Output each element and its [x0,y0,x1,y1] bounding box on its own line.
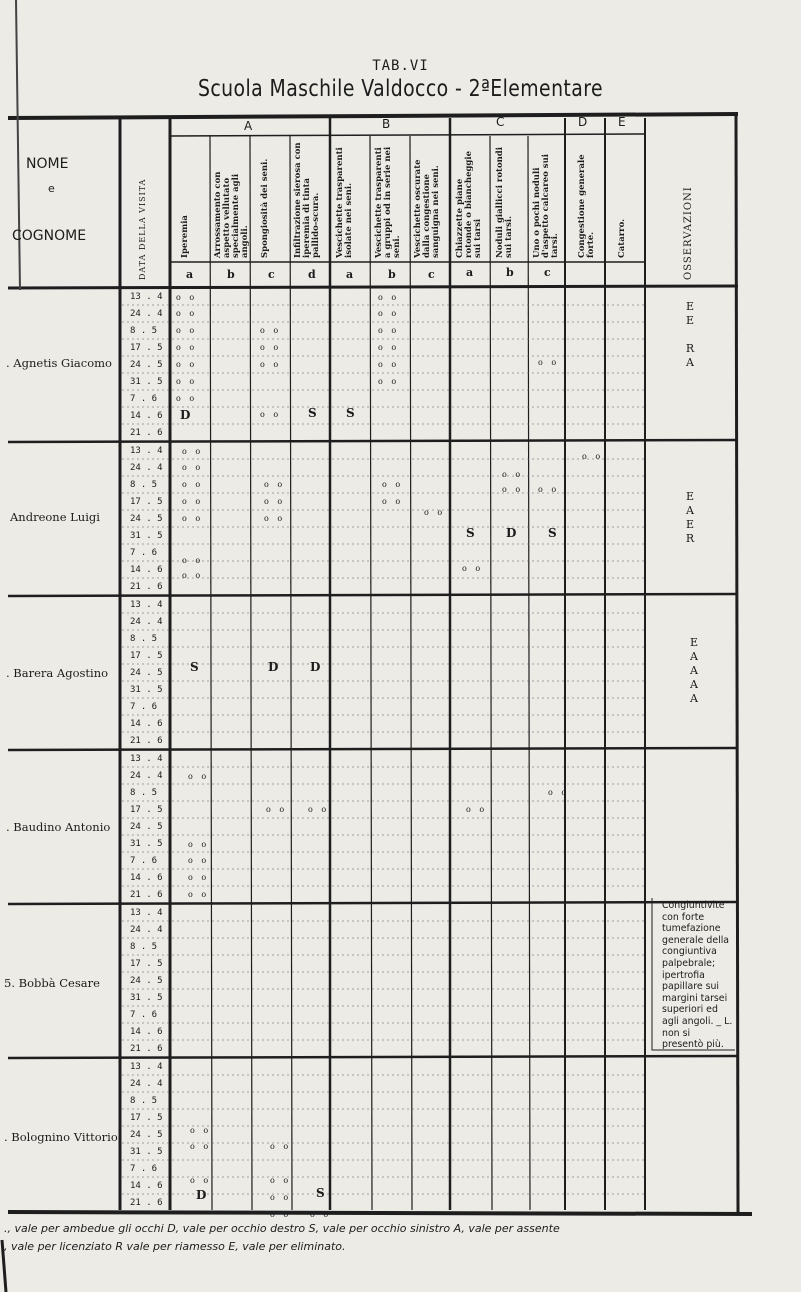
visit-date: 8 . 5 [130,942,158,952]
mark: o o [188,772,210,781]
col-noduli-giallicci: Noduli giallicci rotondi sui tarsi. [495,147,514,258]
visit-date: 8 . 5 [130,480,158,490]
col-noduli-calcarei: Uno o pochi noduli d'aspetto calcareo sui tarsi. [532,154,560,258]
mark: o o [182,556,204,565]
visit-date: 31 . 5 [130,1147,163,1157]
mark: o o [378,343,400,352]
visit-date: 24 . 4 [130,463,163,473]
mark: o o [266,805,288,814]
mark: o o [260,326,282,335]
mark: o o [548,788,570,797]
group-e-label: E [618,115,626,129]
group-c-label: C [496,115,505,129]
mark: o o [190,1126,212,1135]
col-infiltrazione: Infiltrazione sierosa con iperemia di tinta pallido-scura. [293,142,321,258]
mark: o o [538,485,560,494]
visit-date: 31 . 5 [130,993,163,1003]
visit-date: 21 . 6 [130,1044,163,1054]
student-name: . Barera Agostino [6,666,109,680]
col-catarro: Catarro. [617,218,627,258]
mark: o o [502,470,524,479]
mark-d: D [196,1188,207,1202]
mark: o o [466,805,488,814]
sub-c-c: c [544,266,551,279]
visit-date: 17 . 5 [130,959,163,969]
sub-a-a: a [186,268,194,281]
mark: o o [270,1193,292,1202]
sub-b-a: a [346,268,354,281]
visit-date: 31 . 5 [130,685,163,695]
col-spongiosita: Spongiosità dei seni. [260,158,270,258]
mark: o o [462,564,484,573]
mark: o o [182,497,204,506]
visit-date: 24 . 5 [130,976,163,986]
mark: o o [378,326,400,335]
legend-line-2: , vale per licenziato R vale per riamesso E, vale per eliminato. [4,1240,346,1253]
sub-a-c: c [268,268,275,281]
mark-d: D [180,408,191,422]
visit-date: 24 . 4 [130,617,163,627]
sub-c-a: a [466,266,474,279]
obs-barera: E A A A A [689,636,699,705]
mark: o o [502,485,524,494]
legend-line-1: ., vale per ambedue gli occhi D, vale per occhio destro S, vale per occhio sinistro A, vale per assente [4,1222,560,1235]
mark: o o [176,394,198,403]
visit-date: 24 . 5 [130,514,163,524]
mark: o o [264,514,286,523]
visit-date: 8 . 5 [130,788,158,798]
mark: o o [260,343,282,352]
mark-d: D [506,526,517,540]
visit-date: 8 . 5 [130,326,158,336]
visit-date: 24 . 5 [130,668,163,678]
mark-d: D [310,660,321,674]
student-name: 5. Bobbà Cesare [4,976,100,990]
visit-date: 24 . 4 [130,309,163,319]
mark: o o [188,890,210,899]
visit-date: 31 . 5 [130,531,163,541]
mark: o o [188,873,210,882]
mark: o o [260,410,282,419]
visit-date: 24 . 4 [130,1079,163,1089]
visit-date: 14 . 6 [130,719,163,729]
note-bobba: Congiuntivite con forte tumefazione generale della congiuntiva palpebrale; ipertrofia papillare sui margini tarsei superiori ed agli angoli. _ L. non si presentò più. [662,900,733,1051]
visit-date: 21 . 6 [130,1198,163,1208]
visit-date: 31 . 5 [130,839,163,849]
header-e: e [48,182,55,195]
visit-date: 14 . 6 [130,873,163,883]
mark: o o [308,805,330,814]
visit-date: 21 . 6 [130,890,163,900]
visit-date: 8 . 5 [130,634,158,644]
mark: o o [260,360,282,369]
visit-date: 17 . 5 [130,1113,163,1123]
visit-date: 7 . 6 [130,394,158,404]
visit-date: 17 . 5 [130,343,163,353]
mark: o o [424,508,446,517]
group-b-label: B [382,117,391,131]
visit-date: 13 . 4 [130,908,163,918]
mark-s: S [346,406,355,420]
mark: o o [188,856,210,865]
col-vescichette-oscurate: Vescichette oscurate dalla congestione sanguigna nei seni. [413,159,441,258]
mark: o o [538,358,560,367]
visit-date: 14 . 6 [130,1027,163,1037]
visit-date: 21 . 6 [130,582,163,592]
visit-date: 8 . 5 [130,1096,158,1106]
student-name: . Agnetis Giacomo [6,356,112,370]
visit-date: 24 . 4 [130,925,163,935]
sub-a-b: b [227,268,235,281]
mark: o o [270,1210,292,1219]
visit-date: 14 . 6 [130,411,163,421]
student-name: . Bolognino Vittorio [4,1130,118,1144]
mark: o o [182,447,204,456]
mark-s: S [316,1186,325,1200]
mark: o o [190,1142,212,1151]
mark: o o [264,480,286,489]
table-number: TAB.VI [372,58,429,74]
mark: o o [182,571,204,580]
mark: o o [382,497,404,506]
mark: o o [382,480,404,489]
visit-date: 13 . 4 [130,292,163,302]
col-iperemia: Iperemia [180,215,190,258]
mark: o o [176,360,198,369]
mark: o o [270,1176,292,1185]
mark: o o [270,1142,292,1151]
header-nome: NOME [26,156,69,172]
mark-d: D [268,660,279,674]
mark-s: S [548,526,557,540]
visit-date: 13 . 4 [130,600,163,610]
visit-date: 14 . 6 [130,1181,163,1191]
mark: o o [582,452,604,461]
mark-s: S [466,526,475,540]
visit-date: 14 . 6 [130,565,163,575]
visit-date: 21 . 6 [130,428,163,438]
student-name: Andreone Luigi [10,510,100,524]
mark: o o [176,293,198,302]
header-data-visita: DATA DELLA VISITA [138,178,147,280]
obs-agnetis: E E R A [685,300,695,369]
mark: o o [182,514,204,523]
visit-date: 17 . 5 [130,497,163,507]
sub-a-d: d [308,268,316,281]
group-a-label: A [244,119,253,133]
visit-date: 7 . 6 [130,1010,158,1020]
col-chiazzette: Chiazzette piane rotonde o biancheggie sui tarsi [455,150,483,258]
visit-date: 13 . 4 [130,754,163,764]
visit-date: 24 . 4 [130,771,163,781]
col-congestione: Congestione generale forte. [577,154,596,258]
visit-date: 24 . 5 [130,822,163,832]
group-d-label: D [578,115,588,129]
page-title: Scuola Maschile Valdocco - 2ªElementare [198,76,603,102]
visit-date: 31 . 5 [130,377,163,387]
mark: o o [176,309,198,318]
sub-b-b: b [388,268,396,281]
col-vescichette-gruppi: Vescichette trasparenti a gruppi od in serie nei seni. [374,146,402,258]
student-name: . Baudino Antonio [6,820,111,834]
sub-c-b: b [506,266,514,279]
visit-date: 7 . 6 [130,702,158,712]
mark: o o [264,497,286,506]
col-arrossamento: Arrossamento con aspetto vellutato specialmente agli angoli. [213,171,250,258]
mark-s: S [190,660,199,674]
visit-date: 7 . 6 [130,1164,158,1174]
mark: o o [182,480,204,489]
obs-andreone: E A E R [685,490,695,545]
visit-date: 17 . 5 [130,651,163,661]
mark: o o [182,463,204,472]
mark: o o [190,1176,212,1185]
visit-date: 24 . 5 [130,1130,163,1140]
header-cognome: COGNOME [12,228,87,244]
visit-date: 24 . 5 [130,360,163,370]
mark: o o [378,293,400,302]
sub-b-c: c [428,268,435,281]
mark: o o [378,377,400,386]
mark: o o [176,377,198,386]
mark: o o [176,343,198,352]
visit-date: 17 . 5 [130,805,163,815]
mark: o o [378,309,400,318]
mark: o o [188,840,210,849]
visit-date: 13 . 4 [130,1062,163,1072]
mark: o o [176,326,198,335]
visit-date: 21 . 6 [130,736,163,746]
header-osservazioni: OSSERVAZIONI [683,186,694,280]
visit-date: 13 . 4 [130,446,163,456]
mark-s: S [308,406,317,420]
visit-date: 7 . 6 [130,548,158,558]
mark: o o [378,360,400,369]
mark: o o [310,1210,332,1219]
visit-date: 7 . 6 [130,856,158,866]
col-vescichette-isolate: Vescichette trasparenti isolate nei seni. [335,147,354,258]
